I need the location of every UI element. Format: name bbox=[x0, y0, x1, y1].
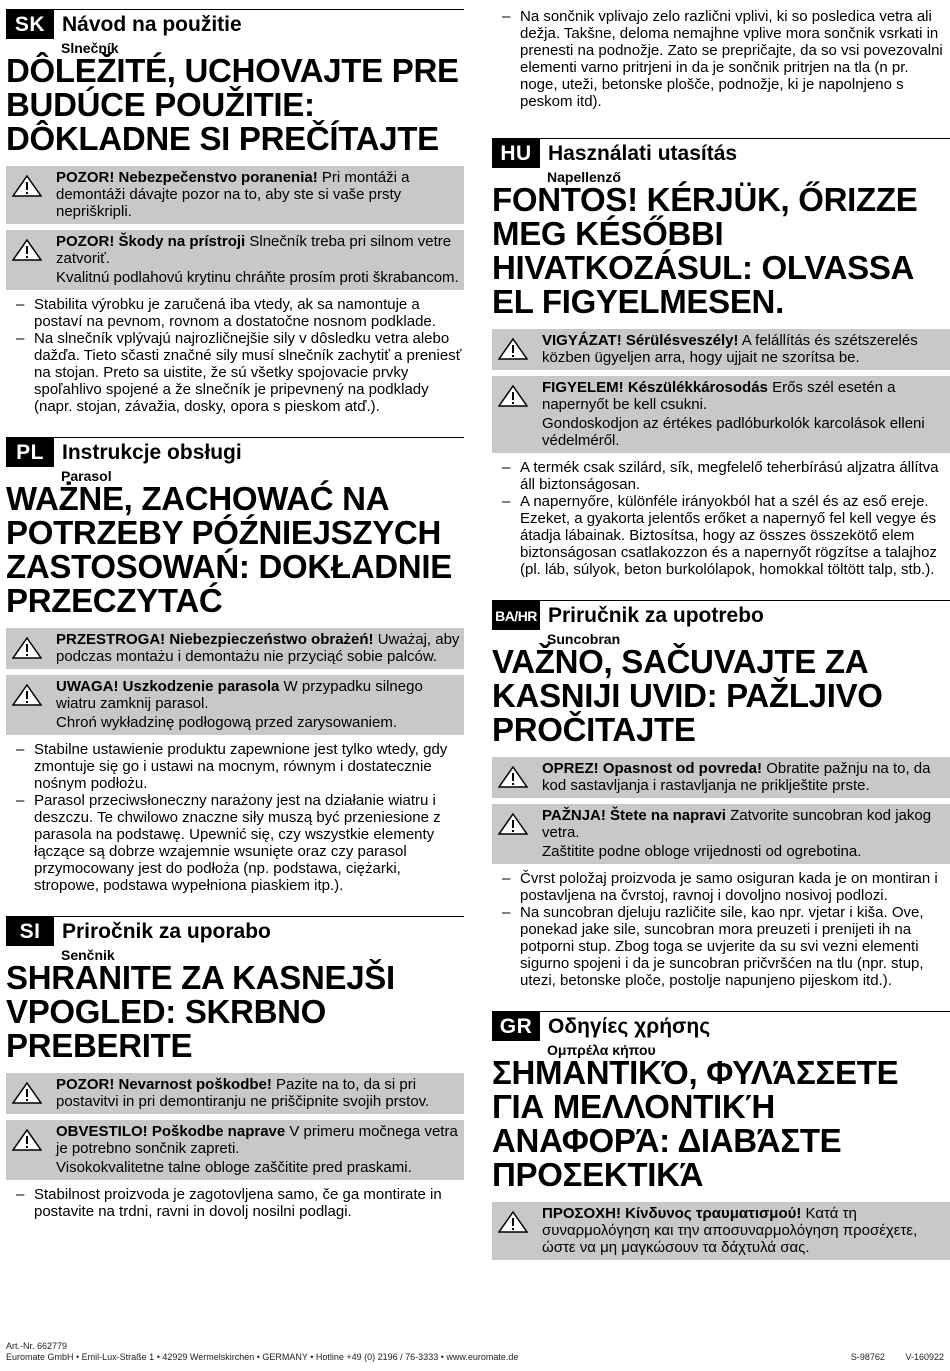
warning-box bbox=[492, 329, 950, 370]
list-item: – A termék csak szilárd, sík, megfelelő teherbírású aljzatra állítva áll biztonságosan. bbox=[492, 459, 950, 493]
language-code-badge: HU bbox=[492, 139, 540, 168]
list-item: – Čvrst položaj proizvoda je samo osiguran kada je on montiran i postavljena na čvrstoj, ravnoj i dovoljno nosivoj podlozi. bbox=[492, 870, 950, 904]
language-code-badge: GR bbox=[492, 1012, 540, 1041]
section-header bbox=[6, 916, 464, 946]
section-si-continued bbox=[492, 0, 950, 110]
product-name: Ομπρέλα κήπου bbox=[547, 1042, 656, 1058]
warning-extra: Zaštitite podne obloge vrijednosti od ogrebotina. bbox=[542, 843, 862, 860]
warning-lead: POZOR! Škody na prístroji bbox=[56, 233, 246, 250]
version-code: V-160922 bbox=[905, 1352, 944, 1362]
bullet-list bbox=[6, 741, 464, 894]
list-item: – A napernyőre, különféle irányokból hat a szél és az eső ereje. Ezeket, a gyakorta jelentős erőket a napernyő fel kell vegye és átadja lábainak. Biztosítsa, hogy az összes összekötő elem biztonságosan csatlakozzon és a napernyőt rögzítse a talajhoz (pl. láb, súlyok, beton burkolólapok, homokkal töltött talp, stb.). bbox=[492, 493, 950, 578]
headline: FONTOS! KÉRJÜK, ŐRIZZE MEG KÉSŐBBI HIVATKOZÁSUL: OLVASSA EL FIGYELMESEN. bbox=[492, 181, 918, 320]
section-ba-hr bbox=[492, 600, 950, 989]
headline: WAŻNE, ZACHOWAĆ NA POTRZEBY PÓŹNIEJSZYCH ZASTOSOWAŃ: DOKŁADNIE PRZECZYTAĆ bbox=[6, 480, 452, 619]
bullet-list bbox=[492, 459, 950, 578]
warning-lead: FIGYELEM! Készülékkárosodás bbox=[542, 379, 768, 396]
warning-lead: VIGYÁZAT! Sérülésveszély! bbox=[542, 332, 739, 349]
product-name: Suncobran bbox=[547, 631, 621, 647]
headline: SHRANITE ZA KASNEJŠI VPOGLED: SKRBNO PREBERITE bbox=[6, 959, 395, 1064]
warning-triangle-icon bbox=[494, 807, 542, 862]
list-item: – Stabilnost proizvoda je zagotovljena samo, če ga montirate in postavite na trdni, ravni in dovolj nosilni podlagi. bbox=[6, 1186, 464, 1220]
left-column bbox=[6, 0, 464, 1242]
warning-extra: Gondoskodjon az értékes padlóburkolók karcolások elleni védelméről. bbox=[542, 415, 925, 449]
bullet-list bbox=[492, 870, 950, 989]
warning-triangle-icon bbox=[494, 379, 542, 451]
warning-extra: Chroń wykładzinę podłogową przed zarysowaniem. bbox=[56, 714, 398, 731]
warning-text: V primeru močnega vetra je potrebno sončnik zapreti. bbox=[56, 1123, 458, 1157]
section-title: Használati utasítás bbox=[548, 141, 738, 165]
product-name: Parasol bbox=[61, 468, 112, 484]
warning-lead: UWAGA! Uszkodzenie parasola bbox=[56, 678, 280, 695]
warning-lead: OBVESTILO! Poškodbe naprave bbox=[56, 1123, 286, 1140]
warning-text: A felállítás és szétszerelés közben ügyeljen arra, hogy ujjait ne szorítsa be. bbox=[542, 332, 918, 366]
warning-text: Obratite pažnju na to, da kod sastavljanja i rastavljanja ne priklještite prste. bbox=[542, 760, 931, 794]
list-item: – Stabilita výrobku je zaručená iba vtedy, ak sa namontuje a postaví na pevnom, rovnom a dostatočne nosnom podklade. bbox=[6, 296, 464, 330]
warning-triangle-icon bbox=[8, 233, 56, 288]
product-name: Senčnik bbox=[61, 947, 115, 963]
warning-lead: PAŽNJA! Štete na napravi bbox=[542, 807, 726, 824]
warning-lead: PRZESTROGA! Niebezpieczeństwo obrażeń! bbox=[56, 631, 374, 648]
section-header bbox=[492, 1011, 950, 1041]
section-header bbox=[6, 437, 464, 467]
section-pl bbox=[6, 437, 464, 894]
section-sk bbox=[6, 9, 464, 415]
warning-text: Slnečník treba pri silnom vetre zatvoriť. bbox=[56, 233, 452, 267]
warning-text: Zatvorite suncobran kod jakog vetra. bbox=[542, 807, 932, 841]
warning-triangle-icon bbox=[494, 332, 542, 368]
section-title: Priručnik za upotrebo bbox=[548, 603, 764, 627]
warning-triangle-icon bbox=[8, 169, 56, 222]
headline: VAŽNO, SAČUVAJTE ZA KASNIJI UVID: PAŽLJIVO PROČITAJTE bbox=[492, 643, 883, 748]
warning-triangle-icon bbox=[8, 1076, 56, 1112]
language-code-badge: PL bbox=[6, 438, 54, 467]
warning-triangle-icon bbox=[494, 760, 542, 796]
warning-box bbox=[6, 1073, 464, 1114]
bullet-list bbox=[6, 296, 464, 415]
list-item: – Stabilne ustawienie produktu zapewnione jest tylko wtedy, gdy zmontuje się go i ustawi na mocnym, równym i dostatecznie nośnym podłożu. bbox=[6, 741, 464, 792]
warning-lead: POZOR! Nebezpečenstvo poranenia! bbox=[56, 169, 318, 186]
warning-box bbox=[6, 628, 464, 669]
warning-box bbox=[492, 376, 950, 453]
right-column bbox=[492, 0, 950, 1282]
warning-lead: POZOR! Nevarnost poškodbe! bbox=[56, 1076, 272, 1093]
list-item: – Na slnečník vplývajú najrozličnejšie sily v dôsledku vetra alebo dažďa. Tieto sčasti značné sily musí slnečník zachytiť a preniesť na stojan. Preto sa uistite, že sú všetky spojovacie prvky spoľahlivo spojené a že slnečník je pripevnený na podklady (napr. stojan, závažia, dosky, opora s pieskom atď.). bbox=[6, 330, 464, 415]
section-title: Instrukcje obsługi bbox=[62, 440, 242, 464]
headline: ΣΗΜΑΝΤΙΚΌ, ΦΥΛΆΣΣΕΤΕ ΓΙΑ ΜΕΛΛΟΝΤΙΚΉ ΑΝΑΦΟΡΆ: ΔΙΑΒΆΣΤΕ ΠΡΟΣΕΚΤΙΚΆ bbox=[492, 1054, 899, 1193]
warning-box bbox=[6, 675, 464, 735]
section-hu bbox=[492, 138, 950, 578]
warning-box bbox=[6, 166, 464, 224]
warning-box bbox=[6, 230, 464, 290]
section-header bbox=[492, 600, 950, 630]
language-code-badge: BA/HR bbox=[492, 601, 540, 630]
warning-text: Pri montáži a demontáži dávajte pozor na to, aby ste si vaše prsty nepriškripli. bbox=[56, 169, 410, 220]
article-number: Art.-Nr. 662779 bbox=[6, 1341, 68, 1351]
warning-box bbox=[492, 804, 950, 864]
warning-text: Uważaj, aby podczas montażu i demontażu nie przyciąć sobie palców. bbox=[56, 631, 460, 665]
warning-triangle-icon bbox=[494, 1205, 542, 1258]
headline: DÔLEŽITÉ, UCHOVAJTE PRE BUDÚCE POUŽITIE: DÔKLADNE SI PREČÍTAJTE bbox=[6, 52, 459, 157]
warning-box bbox=[492, 757, 950, 798]
section-header bbox=[492, 138, 950, 168]
section-gr bbox=[492, 1011, 950, 1260]
language-code-badge: SI bbox=[6, 917, 54, 946]
language-code-badge: SK bbox=[6, 10, 54, 39]
warning-triangle-icon bbox=[8, 678, 56, 733]
section-title: Návod na použitie bbox=[62, 12, 242, 36]
list-item: – Parasol przeciwsłoneczny narażony jest na działanie wiatru i deszczu. Te chwilowo znaczne siły muszą być przeniesione z parasola na podstawę. Upewnić się, czy wszystkie elementy łączące są dobrze wzajemnie wsunięte oraz czy parasol przymocowany jest do podłoża (np. podstawa, ciężarki, stropowe, podstawa wypełniona piaskiem itp.). bbox=[6, 792, 464, 894]
product-name: Napellenző bbox=[547, 169, 621, 185]
section-header bbox=[6, 9, 464, 39]
list-item: – Na suncobran djeluju različite sile, kao npr. vjetar i kiša. Ove, ponekad jake sile, suncobran mora preuzeti i prenijeti ih na potporni stup. Zbog toga se uvjerite da su svi vezni elementi sigurno spojeni i da je suncobran pričvršćen na tlu (npr. stup, utezi, betonske ploče, postolje napunjeno pijeskom itd.). bbox=[492, 904, 950, 989]
product-name: Slnečník bbox=[61, 40, 119, 56]
warning-lead: OPREZ! Opasnost od povreda! bbox=[542, 760, 763, 777]
warning-triangle-icon bbox=[8, 631, 56, 667]
bullet-list bbox=[492, 8, 950, 110]
section-title: Priročnik za uporabo bbox=[62, 919, 271, 943]
warning-text: Κατά τη συναρμολόγηση και την αποσυναρμολόγηση προσέχετε, ώστε να μη μαγκώσουν τα δάχτυλά σας. bbox=[542, 1205, 918, 1256]
section-si bbox=[6, 916, 464, 1220]
bullet-list bbox=[6, 1186, 464, 1220]
warning-text: W przypadku silnego wiatru zamknij parasol. bbox=[56, 678, 423, 712]
warning-text: Erős szél esetén a napernyőt be kell csukni. bbox=[542, 379, 896, 413]
warning-triangle-icon bbox=[8, 1123, 56, 1178]
document-code: S-98762 bbox=[850, 1352, 885, 1362]
warning-box bbox=[492, 1202, 950, 1260]
list-item: – Na sončnik vplivajo zelo različni vplivi, ki so posledica vetra ali dežja. Takšne, deloma nemajhne vplive mora sončnik vsrkati in prenesti na podnožje. Zato se prepričajte, da so vsi povezovalni elementi varno pritrjeni in da je sončnik pritrjen na tla (n pr. noge, uteži, betonske plošče, podnožje, ki je napolnjeno s peskom itd). bbox=[492, 8, 950, 110]
company-info: Euromate GmbH • Emil-Lux-Straße 1 • 42929 Wermelskirchen • GERMANY • Hotline +49 (0) 2196 / 76-3333 • www.euromate.de bbox=[6, 1352, 519, 1362]
section-title: Οδηγίες χρήσης bbox=[548, 1014, 711, 1038]
warning-extra: Kvalitnú podlahovú krytinu chráňte prosím proti škrabancom. bbox=[56, 269, 459, 286]
warning-text: Pazite na to, da si pri postavitvi in pri demontiranju ne priščipnite svojih prstov. bbox=[56, 1076, 430, 1110]
warning-box bbox=[6, 1120, 464, 1180]
footer bbox=[6, 1341, 944, 1363]
warning-extra: Visokokvalitetne talne obloge zaščitite pred praskami. bbox=[56, 1159, 412, 1176]
warning-lead: ΠΡΟΣΟΧΗ! Κίνδυνος τραυματισμού! bbox=[542, 1205, 802, 1222]
